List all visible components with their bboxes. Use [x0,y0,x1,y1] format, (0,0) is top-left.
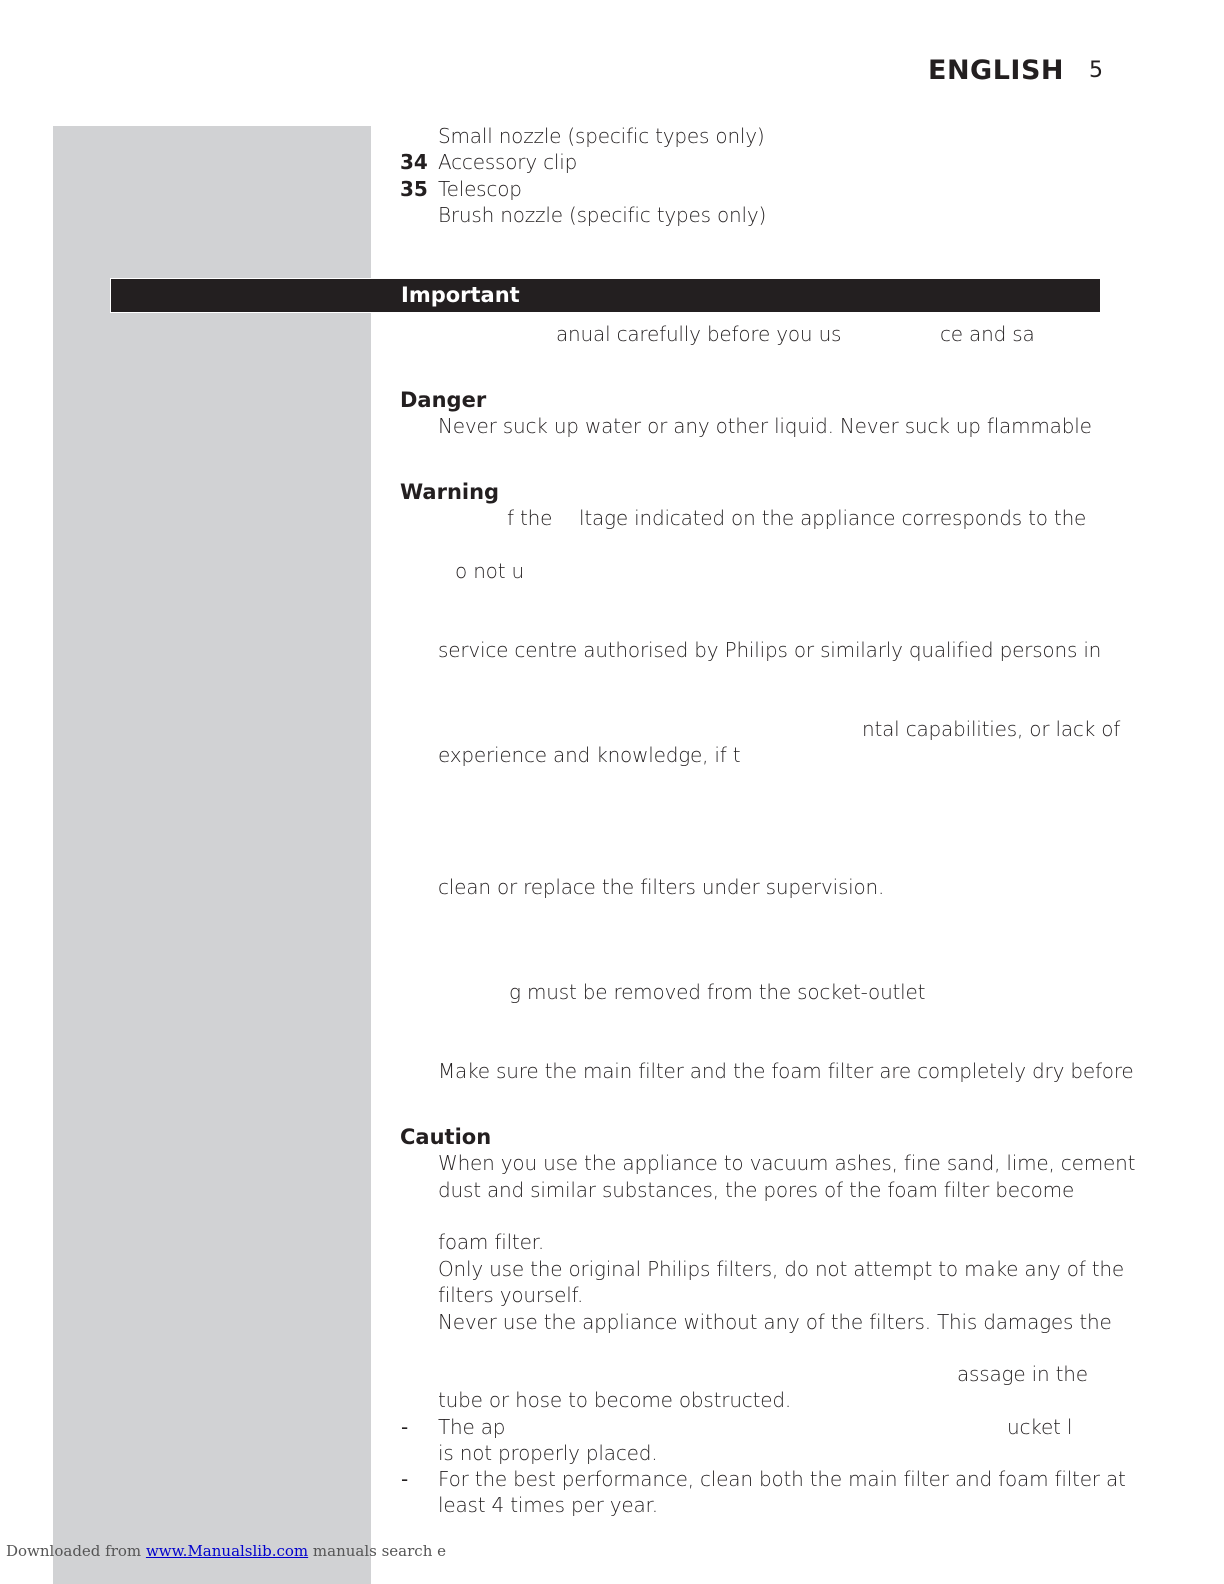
caution-line-2: dust and similar substances, the pores of the foam filter become [438,1178,1075,1202]
caution-line-3: foam filter. [438,1230,545,1254]
important-heading: Important [401,283,520,307]
warning-fragment-2: o not u [455,559,524,583]
footer-prefix: Downloaded from [6,1542,142,1560]
caution-line-5: filters yourself. [438,1283,584,1307]
caution-bullet-dash-2: - [401,1467,409,1491]
danger-text: Never suck up water or any other liquid. Never suck up flammable [438,414,1092,438]
caution-line-11: For the best performance, clean both the main filter and foam filter at [438,1467,1126,1491]
warning-fragment-1a: f the [507,506,553,530]
warning-fragment-5: experience and knowledge, if t [438,743,741,767]
page-number: 5 [1089,58,1103,83]
caution-line-4: Only use the original Philips filters, do not attempt to make any of the [438,1257,1124,1281]
caution-line-9a: The ap [438,1415,506,1439]
parts-item-small-nozzle: Small nozzle (specific types only) [438,124,765,148]
warning-fragment-7: g must be removed from the socket-outlet [509,980,926,1004]
caution-line-7: assage in the [957,1362,1088,1386]
parts-item-telescop: Telescop [438,177,522,201]
caution-line-6: Never use the appliance without any of the filters. This damages the [438,1310,1112,1334]
footer-suffix: manuals search e [312,1542,446,1560]
caution-line-8: tube or hose to become obstructed. [438,1388,791,1412]
warning-fragment-3: service centre authorised by Philips or similarly qualified persons in [438,638,1102,662]
important-intro-fragment-a: anual carefully before you us [556,322,842,346]
warning-fragment-8: Make sure the main filter and the foam filter are completely dry before [438,1059,1134,1083]
parts-number-34: 34 [400,150,428,174]
warning-fragment-6: clean or replace the filters under supervision. [438,875,885,899]
caution-line-10: is not properly placed. [438,1441,658,1465]
caution-line-12: least 4 times per year. [438,1493,658,1517]
warning-fragment-4: ntal capabilities, or lack of [862,717,1121,741]
header-language: ENGLISH [928,55,1064,86]
important-intro-fragment-b: ce and sa [940,322,1035,346]
parts-number-35: 35 [400,177,428,201]
caution-line-9b: ucket l [1007,1415,1073,1439]
caution-heading: Caution [400,1125,492,1149]
warning-heading: Warning [400,480,500,504]
danger-heading: Danger [400,388,487,412]
gray-sidebar [53,126,371,1584]
caution-line-1: When you use the appliance to vacuum ashes, fine sand, lime, cement [438,1151,1136,1175]
parts-item-brush-nozzle: Brush nozzle (specific types only) [438,203,767,227]
caution-bullet-dash-1: - [401,1415,409,1439]
warning-fragment-1b: ltage indicated on the appliance corresponds to the [579,506,1087,530]
parts-item-accessory-clip: Accessory clip [438,150,578,174]
important-section-bar [110,278,1101,313]
download-footer [6,1542,446,1560]
manualslib-link[interactable]: www.Manualslib.com [145,1542,309,1560]
